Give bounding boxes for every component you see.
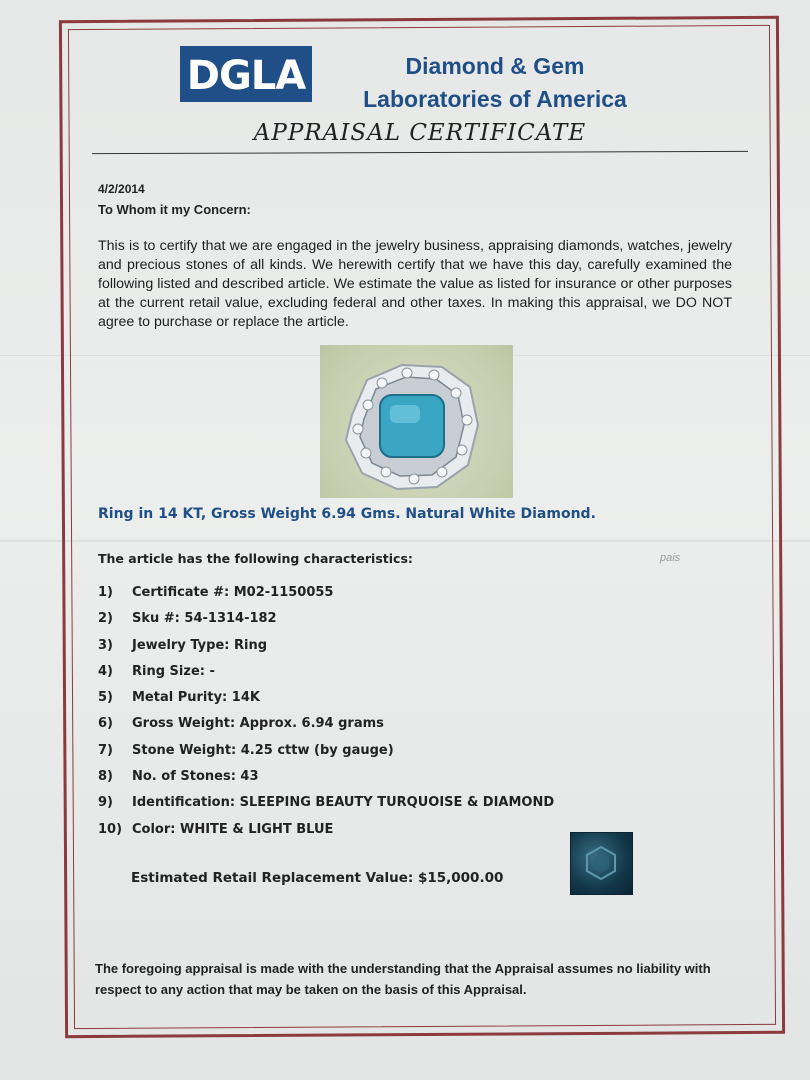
hologram-seal [570, 832, 633, 895]
letter-date: 4/2/2014 [98, 182, 145, 196]
lab-name-line2: Laboratories of America [363, 86, 627, 112]
margin-note: pais [660, 552, 681, 564]
ring-photo [320, 345, 513, 498]
lab-name [340, 50, 650, 116]
item-text: No. of Stones: 43 [132, 769, 259, 785]
item-text: Stone Weight: 4.25 cttw (by gauge) [132, 742, 394, 758]
lab-name-line1: Diamond & Gem [405, 53, 585, 79]
characteristics-heading: The article has the following characteristics: [98, 551, 413, 566]
item-text: Sku #: 54-1314-182 [132, 611, 277, 627]
item-number: 5) [98, 690, 113, 706]
letter-intro: This is to certify that we are engaged in the jewelry business, appraising diamonds, watches, jewelry and precious stones of all kinds. We herewith certify that we have this day, carefully examined the following listed and described article. We estimate the value as listed for insurance or other purposes at the current retail value, excluding federal and other taxes. In making this appraisal, we DO NOT agree to purchase or replace the article. [98, 238, 732, 330]
item-number: 6) [98, 716, 113, 732]
item-number: 8) [98, 769, 113, 785]
item-number: 7) [98, 742, 113, 758]
item-number: 3) [98, 637, 113, 653]
characteristic-item [98, 716, 554, 742]
characteristic-item [98, 611, 554, 637]
characteristic-item [98, 795, 554, 821]
letter-greeting: To Whom it my Concern: [98, 202, 251, 217]
characteristic-item [98, 690, 554, 716]
characteristic-item [98, 769, 554, 795]
disclaimer: The foregoing appraisal is made with the understanding that the Appraisal assumes no liability with respect to any action that may be taken on the basis of this Appraisal. [95, 961, 711, 997]
characteristic-item [98, 638, 554, 664]
dgla-logo: DGLA [180, 46, 312, 102]
hologram-icon [571, 833, 632, 894]
certificate-title: APPRAISAL CERTIFICATE [253, 120, 587, 146]
characteristic-item [98, 585, 554, 611]
item-text: Identification: SLEEPING BEAUTY TURQUOISE & DIAMOND [132, 795, 555, 811]
item-text: Color: WHITE & LIGHT BLUE [132, 821, 334, 837]
item-text: Jewelry Type: Ring [132, 637, 268, 653]
item-text: Gross Weight: Approx. 6.94 grams [132, 716, 384, 732]
characteristic-item [98, 743, 554, 769]
item-text: Certificate #: M02-1150055 [132, 585, 334, 600]
ring-image [320, 345, 513, 498]
item-number: 2) [98, 611, 113, 627]
characteristic-item [98, 822, 554, 848]
item-description: Ring in 14 KT, Gross Weight 6.94 Gms. Natural White Diamond. [98, 506, 596, 522]
item-number: 1) [98, 585, 113, 600]
estimated-value: Estimated Retail Replacement Value: $15,000.00 [131, 870, 504, 886]
item-text: Metal Purity: 14K [132, 690, 260, 706]
characteristic-item [98, 664, 554, 690]
item-number: 10) [98, 821, 123, 837]
characteristics-list [98, 585, 554, 848]
item-number: 4) [98, 663, 113, 679]
item-text: Ring Size: - [132, 663, 215, 679]
item-number: 9) [98, 795, 113, 811]
